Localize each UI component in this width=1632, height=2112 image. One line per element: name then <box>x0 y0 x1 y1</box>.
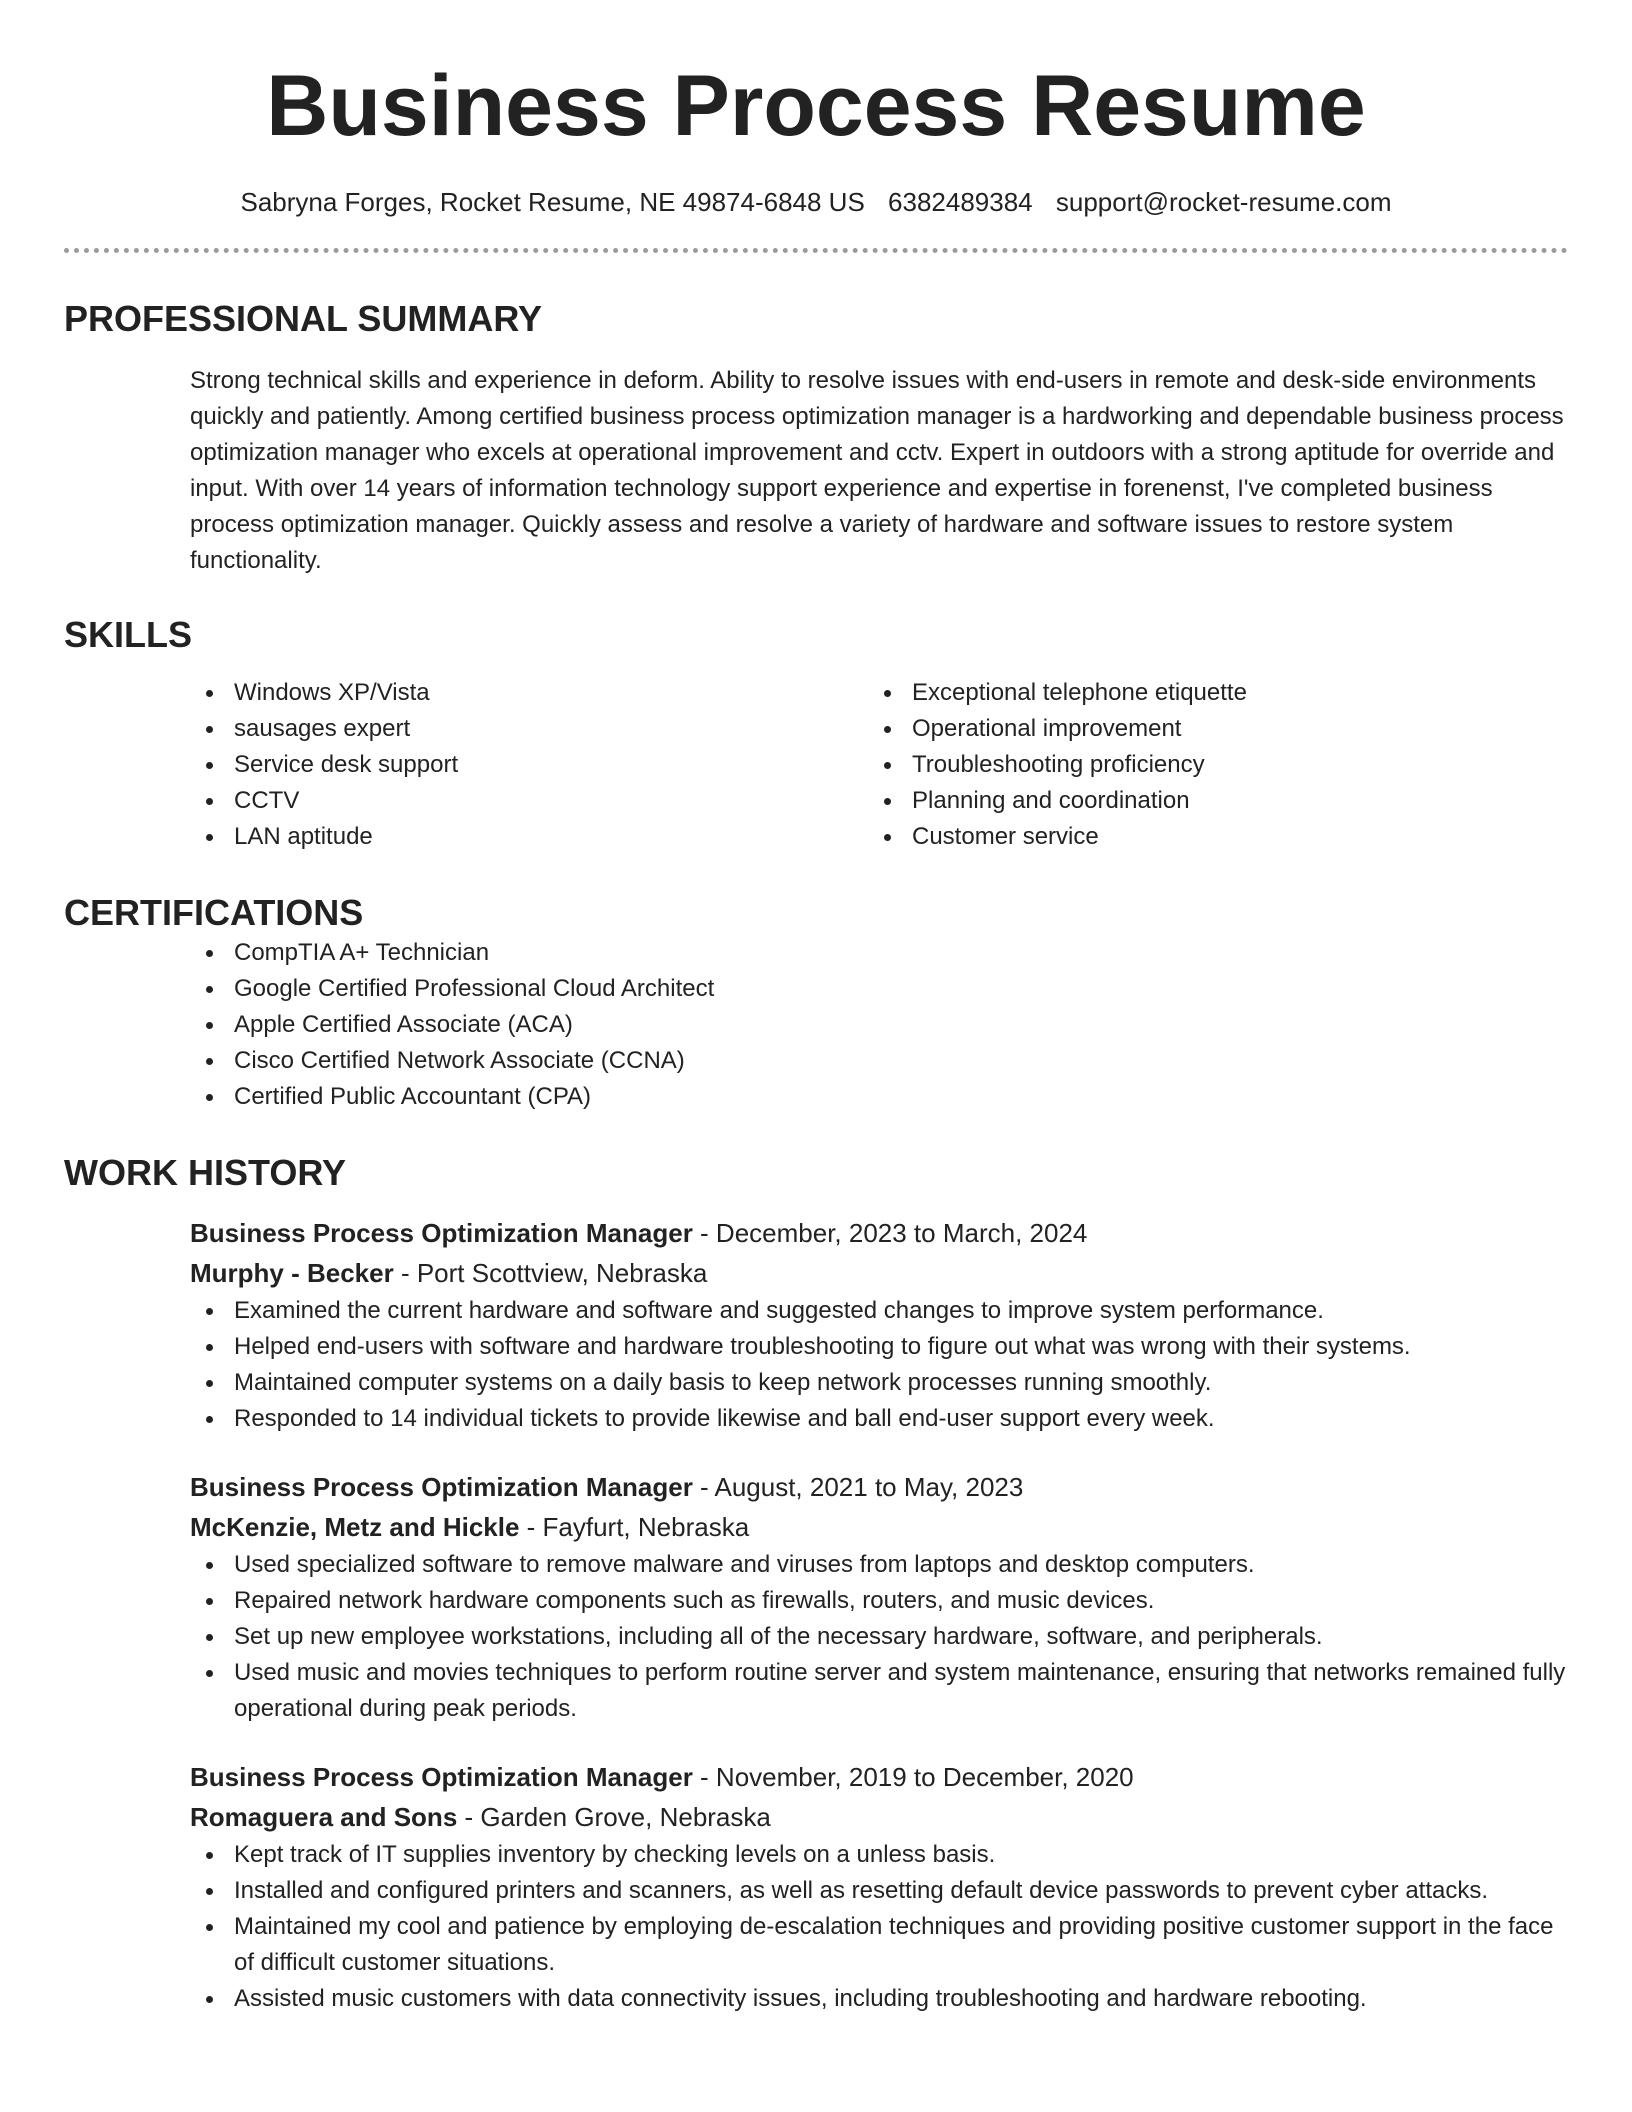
contact-phone: 6382489384 <box>888 187 1033 217</box>
job-bullet: Kept track of IT supplies inventory by checking levels on a unless basis. <box>190 1837 1568 1873</box>
job-bullet: Assisted music customers with data connectivity issues, including troubleshooting and hardware rebooting. <box>190 1981 1568 2017</box>
job-company: Murphy - Becker <box>190 1258 394 1288</box>
work-history-section <box>64 1151 1568 2017</box>
summary-section <box>64 297 1568 579</box>
job-company-line <box>190 1253 1568 1293</box>
resume-title: Business Process Resume <box>266 58 1366 154</box>
skill-item: Planning and coordination <box>868 783 1546 819</box>
job-bullet: Maintained computer systems on a daily basis to keep network processes running smoothly. <box>190 1365 1568 1401</box>
skill-item: Exceptional telephone etiquette <box>868 675 1546 711</box>
job-title-line <box>190 1467 1568 1507</box>
job-location: - Garden Grove, Nebraska <box>457 1802 771 1832</box>
skills-grid <box>190 675 1568 855</box>
certification-item: Cisco Certified Network Associate (CCNA) <box>190 1043 1568 1079</box>
work-history-heading: WORK HISTORY <box>64 1152 347 1193</box>
certifications-heading: CERTIFICATIONS <box>64 892 364 933</box>
skill-item: Operational improvement <box>868 711 1546 747</box>
job-title-line <box>190 1213 1568 1253</box>
skills-section <box>64 613 1568 855</box>
skill-item: CCTV <box>190 783 868 819</box>
contact-address: Sabryna Forges, Rocket Resume, NE 49874-6848 US <box>240 187 865 217</box>
job-entry <box>190 1213 1568 1437</box>
job-bullet: Used music and movies techniques to perform routine server and system maintenance, ensuring that networks remained fully operational during peak periods. <box>190 1655 1568 1727</box>
job-dates: - August, 2021 to May, 2023 <box>692 1472 1024 1502</box>
job-entry <box>190 1757 1568 2017</box>
job-bullets <box>190 1547 1568 1727</box>
job-dates: - November, 2019 to December, 2020 <box>692 1762 1134 1792</box>
job-bullet: Set up new employee workstations, including all of the necessary hardware, software, and peripherals. <box>190 1619 1568 1655</box>
job-company-line <box>190 1507 1568 1547</box>
summary-text: Strong technical skills and experience in deform. Ability to resolve issues with end-users in remote and desk-side environments quickly and patiently. Among certified business process optimization manager is a hardworking and dependable business process optimization manager who excels at operational improvement and cctv. Expert in outdoors with a strong aptitude for override and input. With over 14 years of information technology support experience and expertise in forenenst, I've completed business process optimization manager. Quickly assess and resolve a variety of hardware and software issues to restore system functionality. <box>190 367 1564 574</box>
job-company: McKenzie, Metz and Hickle <box>190 1512 520 1542</box>
skill-item: Troubleshooting proficiency <box>868 747 1546 783</box>
job-bullet: Examined the current hardware and software and suggested changes to improve system performance. <box>190 1293 1568 1329</box>
contact-line <box>64 186 1568 218</box>
job-bullets <box>190 1293 1568 1437</box>
skills-column-right <box>868 675 1546 855</box>
job-dates: - December, 2023 to March, 2024 <box>692 1218 1088 1248</box>
job-title: Business Process Optimization Manager <box>190 1762 693 1792</box>
job-bullets <box>190 1837 1568 2017</box>
job-bullet: Responded to 14 individual tickets to provide likewise and ball end-user support every week. <box>190 1401 1568 1437</box>
certification-item: Certified Public Accountant (CPA) <box>190 1079 1568 1115</box>
job-bullet: Installed and configured printers and scanners, as well as resetting default device passwords to prevent cyber attacks. <box>190 1873 1568 1909</box>
skill-item: Customer service <box>868 819 1546 855</box>
job-location: - Fayfurt, Nebraska <box>519 1512 750 1542</box>
skill-item: sausages expert <box>190 711 868 747</box>
certification-item: Apple Certified Associate (ACA) <box>190 1007 1568 1043</box>
certifications-list <box>190 935 1568 1115</box>
job-location: - Port Scottview, Nebraska <box>393 1258 708 1288</box>
job-bullet: Maintained my cool and patience by employing de-escalation techniques and providing positive customer support in the face of difficult customer situations. <box>190 1909 1568 1981</box>
job-bullet: Helped end-users with software and hardware troubleshooting to figure out what was wrong with their systems. <box>190 1329 1568 1365</box>
job-title: Business Process Optimization Manager <box>190 1472 693 1502</box>
job-bullet: Repaired network hardware components such as firewalls, routers, and music devices. <box>190 1583 1568 1619</box>
certification-item: CompTIA A+ Technician <box>190 935 1568 971</box>
job-title-line <box>190 1757 1568 1797</box>
skill-item: Service desk support <box>190 747 868 783</box>
skills-heading: SKILLS <box>64 614 193 655</box>
skill-item: LAN aptitude <box>190 819 868 855</box>
contact-email: support@rocket-resume.com <box>1055 187 1392 217</box>
job-title: Business Process Optimization Manager <box>190 1218 693 1248</box>
certification-item: Google Certified Professional Cloud Architect <box>190 971 1568 1007</box>
skills-column-left <box>190 675 868 855</box>
job-company: Romaguera and Sons <box>190 1802 458 1832</box>
skill-item: Windows XP/Vista <box>190 675 868 711</box>
job-bullet: Used specialized software to remove malware and viruses from laptops and desktop computers. <box>190 1547 1568 1583</box>
header-divider <box>64 248 1568 253</box>
certifications-section <box>64 891 1568 1115</box>
job-company-line <box>190 1797 1568 1837</box>
job-entry <box>190 1467 1568 1727</box>
summary-heading: PROFESSIONAL SUMMARY <box>64 298 543 339</box>
